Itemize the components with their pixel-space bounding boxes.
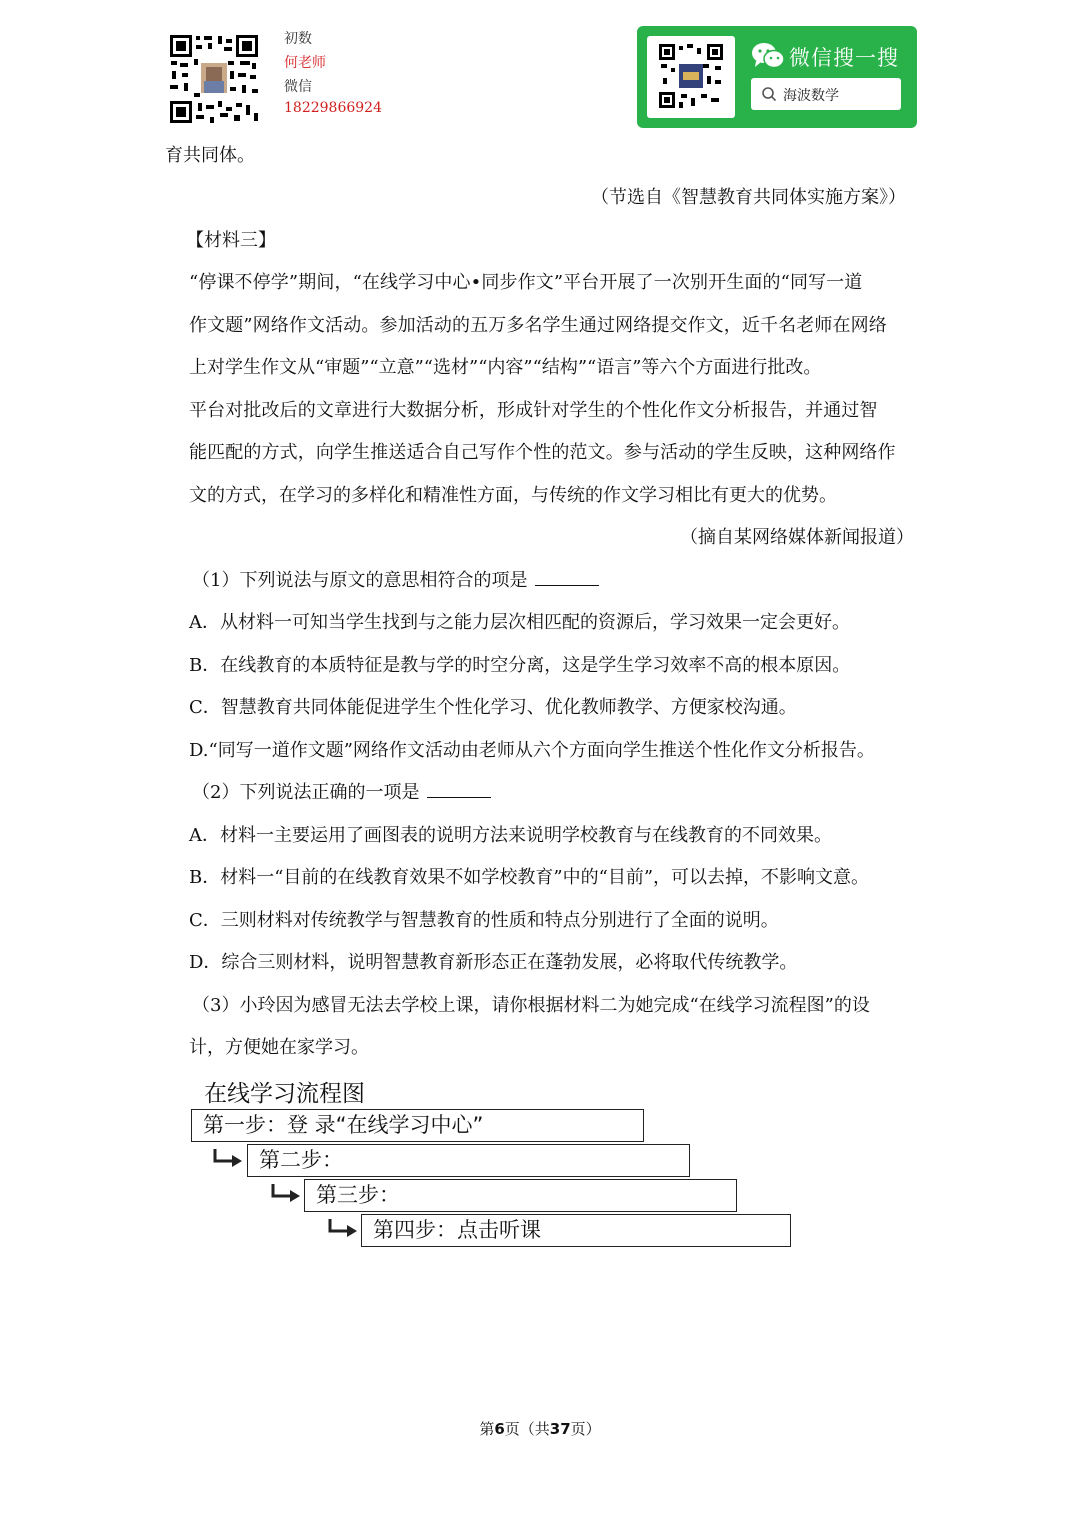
question-1-option-b: B．在线教育的本质特征是教与学的时空分离，这是学生学习效率不高的根本原因。 [189, 655, 851, 676]
question-1-option-a: A．从材料一可知当学生找到与之能力层次相匹配的资源后，学习效果一定会更好。 [189, 612, 850, 633]
material-3-line: 平台对批改后的文章进行大数据分析，形成针对学生的个性化作文分析报告，并通过智 [189, 400, 878, 421]
qr-code-image [168, 33, 260, 125]
question-2-option-d: D．综合三则材料，说明智慧教育新形态正在蓬勃发展，必将取代传统教学。 [189, 952, 798, 973]
wechat-qr-frame [647, 36, 735, 118]
footer-mid: 页（共 [504, 1420, 550, 1438]
wechat-search-title: 微信搜一搜 [789, 46, 899, 70]
source-material-3: （摘自某网络媒体新闻报道） [680, 527, 914, 548]
question-1-option-c: C．智慧教育共同体能促进学生个性化学习、优化教师教学、方便家校沟通。 [189, 697, 797, 718]
question-2-text: （2）下列说法正确的一项是 [192, 782, 420, 803]
material-3-line: 文的方式，在学习的多样化和精准性方面，与传统的作文学习相比有更大的优势。 [189, 485, 837, 506]
source-material-2: （节选自《智慧教育共同体实施方案》） [591, 187, 906, 208]
material-3-line: 上对学生作文从“审题”“立意”“选材”“内容”“结构”“语言”等六个方面进行批改。 [189, 357, 822, 378]
answer-blank[interactable] [535, 571, 599, 586]
flow-arrow-icon [327, 1218, 359, 1240]
wechat-logo-icon [751, 42, 785, 70]
question-2-stem [192, 778, 491, 804]
question-1-stem [192, 566, 599, 592]
material-3-line: 作文题”网络作文活动。参加活动的五万多名学生通过网络提交作文，近千名老师在网络 [189, 315, 887, 336]
wechat-search-card [637, 26, 917, 128]
wechat-search-box [751, 78, 901, 110]
search-icon [761, 86, 777, 102]
wechat-qr-code-image [659, 44, 723, 108]
question-3-line-2: 计，方便她在家学习。 [189, 1037, 369, 1058]
flow-arrow-icon [270, 1183, 302, 1205]
contact-phone-number: 18229866924 [284, 100, 382, 116]
question-2-option-b: B．材料一“目前的在线教育效果不如学校教育”中的“目前”，可以去掉，不影响文意。 [189, 867, 870, 888]
question-1-text: （1）下列说法与原文的意思相符合的项是 [192, 570, 528, 591]
footer-prefix: 第 [479, 1420, 495, 1438]
page-footer [0, 1418, 1080, 1439]
total-pages: 37 [549, 1420, 571, 1438]
flow-arrow-icon [212, 1148, 244, 1170]
material-3-heading: 【材料三】 [186, 230, 276, 251]
question-2-option-c: C．三则材料对传统教学与智慧教育的性质和特点分别进行了全面的说明。 [189, 910, 779, 931]
continuation-text: 育共同体。 [165, 145, 255, 166]
flowchart-title: 在线学习流程图 [204, 1081, 365, 1107]
footer-suffix: 页） [570, 1420, 601, 1438]
material-3-line: “停课不停学”期间，“在线学习中心•同步作文”平台开展了一次别开生面的“同写一道 [189, 272, 863, 293]
flowchart-step-3[interactable]: 第三步： [304, 1179, 737, 1212]
flowchart-step-2[interactable]: 第二步： [247, 1144, 690, 1177]
contact-teacher-name: 何老师 [284, 55, 326, 71]
material-3-line: 能匹配的方式，向学生推送适合自己写作个性的范文。参与活动的学生反映，这种网络作 [189, 442, 896, 463]
contact-label-grade: 初数 [284, 31, 312, 47]
question-2-option-a: A．材料一主要运用了画图表的说明方法来说明学校教育与在线教育的不同效果。 [189, 825, 832, 846]
flowchart-step-4: 第四步：点击听课 [361, 1214, 791, 1247]
question-3-line-1: （3）小玲因为感冒无法去学校上课，请你根据材料二为她完成“在线学习流程图”的设 [192, 995, 870, 1016]
current-page-number: 6 [494, 1420, 505, 1438]
question-1-option-d: D.“同写一道作文题”网络作文活动由老师从六个方面向学生推送个性化作文分析报告。 [189, 740, 875, 761]
flowchart-step-1: 第一步：登 录“在线学习中心” [191, 1109, 644, 1142]
wechat-search-keyword: 海波数学 [783, 88, 839, 104]
contact-label-wechat: 微信 [284, 79, 312, 95]
answer-blank[interactable] [427, 783, 491, 798]
